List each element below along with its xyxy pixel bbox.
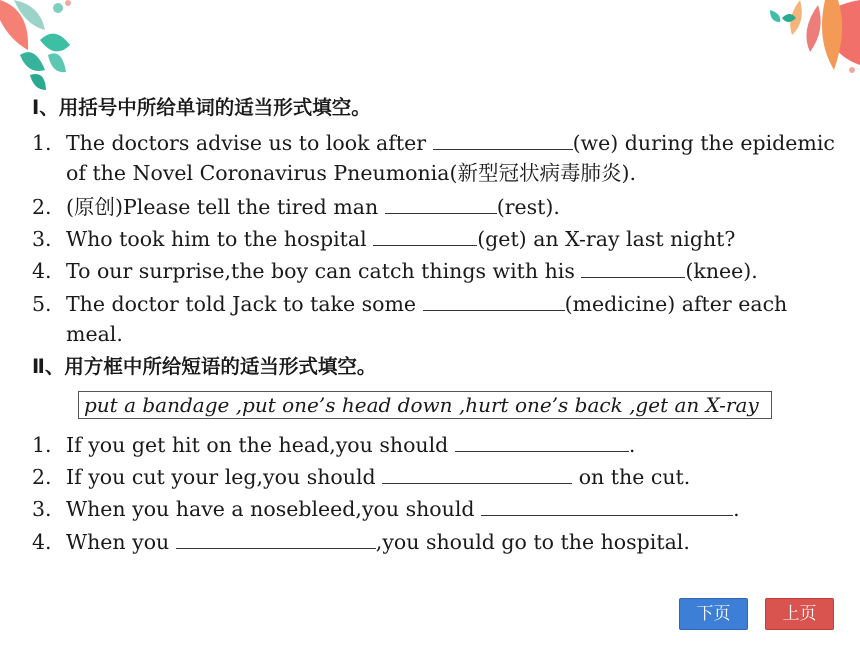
- question-text: (medicine) after each: [564, 292, 788, 316]
- answer-blank[interactable]: [433, 131, 573, 150]
- previous-page-button[interactable]: 上页: [765, 598, 834, 630]
- question-text: (原创)Please tell the tired man: [66, 195, 379, 219]
- answer-blank[interactable]: [373, 227, 477, 246]
- answer-blank[interactable]: [385, 195, 497, 214]
- question-number: 3.: [32, 497, 52, 521]
- question-number: 4.: [32, 530, 52, 554]
- question-number: 3.: [32, 227, 52, 251]
- question-text: To our surprise,the boy can catch things with his: [66, 259, 575, 283]
- phrase-box: put a bandage ,put one’s head down ,hurt one’s back ,get an X-ray: [78, 391, 772, 419]
- question-text: When you have a nosebleed,you should: [66, 497, 475, 521]
- question-text: If you get hit on the head,you should: [66, 433, 449, 457]
- question-text: If you cut your leg,you should: [66, 465, 376, 489]
- question-text: (we) during the epidemic: [572, 131, 835, 155]
- section-1-heading: Ⅰ、用括号中所给单词的适当形式填空。: [32, 96, 371, 119]
- question-text: .: [733, 497, 740, 521]
- answer-blank[interactable]: [423, 292, 565, 311]
- floral-decoration-left: [0, 0, 110, 95]
- answer-blank[interactable]: [455, 433, 629, 452]
- question-number: 4.: [32, 259, 52, 283]
- question-text: ,you should go to the hospital.: [375, 530, 690, 554]
- question-text: When you: [66, 530, 170, 554]
- question-1-5: [32, 292, 787, 315]
- question-text: Who took him to the hospital: [66, 227, 367, 251]
- question-number: 1.: [32, 131, 52, 155]
- question-text: on the cut.: [578, 465, 691, 489]
- answer-blank[interactable]: [176, 530, 376, 549]
- question-1-5-continued: meal.: [66, 322, 123, 346]
- question-1-2: [32, 195, 560, 218]
- question-1-1-continued: of the Novel Coronavirus Pneumonia(新型冠状病毒肺炎).: [66, 161, 636, 185]
- answer-blank[interactable]: [382, 465, 572, 484]
- next-page-button[interactable]: 下页: [679, 598, 748, 630]
- question-text: (get) an X-ray last night?: [477, 227, 736, 251]
- question-1-1: [32, 131, 835, 154]
- question-text: .: [628, 433, 636, 457]
- question-number: 2.: [32, 195, 52, 219]
- question-number: 2.: [32, 465, 52, 489]
- question-number: 5.: [32, 292, 52, 316]
- question-2-1: [32, 433, 635, 456]
- question-2-3: [32, 497, 740, 520]
- question-text: The doctor told Jack to take some: [66, 292, 417, 316]
- question-number: 1.: [32, 433, 52, 457]
- question-1-3: [32, 227, 735, 250]
- question-2-2: [32, 465, 690, 488]
- answer-blank[interactable]: [481, 497, 733, 516]
- floral-decoration-right: [730, 0, 860, 75]
- question-2-4: [32, 530, 690, 553]
- answer-blank[interactable]: [581, 259, 685, 278]
- question-text: (knee).: [685, 259, 758, 283]
- question-1-4: [32, 259, 758, 282]
- question-text: (rest).: [496, 195, 560, 219]
- section-2-heading: Ⅱ、用方框中所给短语的适当形式填空。: [32, 355, 377, 378]
- question-text: The doctors advise us to look after: [66, 131, 427, 155]
